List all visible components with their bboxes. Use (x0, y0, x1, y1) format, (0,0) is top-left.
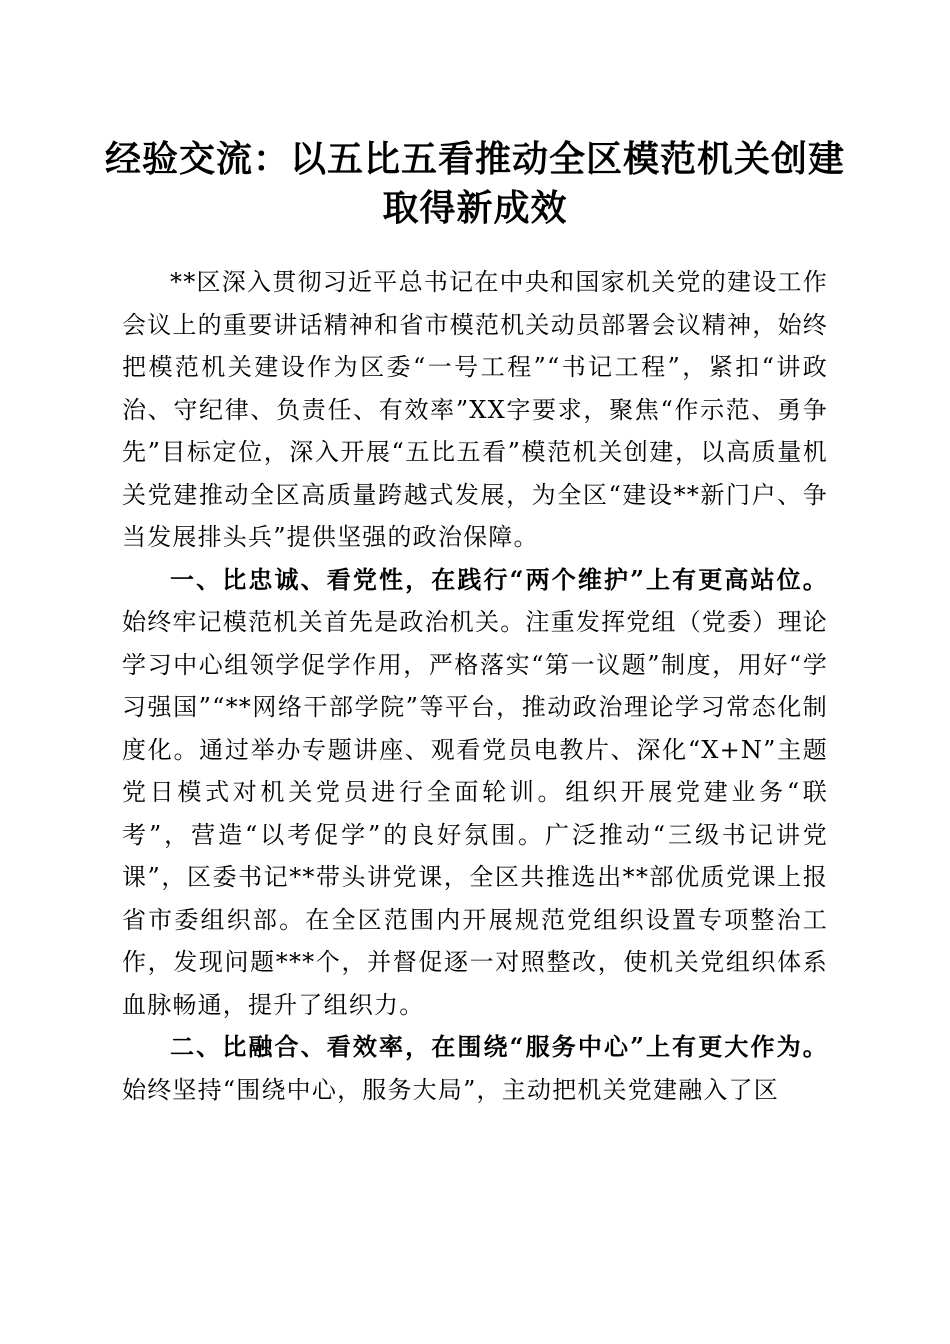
section-2-body: 始终坚持“围绕中心，服务大局”，主动把机关党建融入了区 (122, 1075, 779, 1104)
section-1-heading: 一、比忠诚、看党性，在践行“两个维护”上有更高站位。 (170, 564, 828, 594)
section-2-heading: 二、比融合、看效率，在围绕“服务中心”上有更大作为。 (170, 1032, 828, 1061)
title-line-1: 经验交流：以五比五看推动全区模范机关创建 (104, 138, 845, 180)
intro-paragraph: **区深入贯彻习近平总书记在中央和国家机关党的建设工作会议上的重要讲话精神和省市模范机关动员部署会议精神，始终把模范机关建设作为区委“一号工程”“书记工程”，紧扣“讲政治、守纪律、负责任、有效率”XX字要求，聚焦“作示范、勇争先”目标定位，深入开展“五比五看”模范机关创建，以高质量机关党建推动全区高质量跨越式发展，为全区“建设**新门户、争当发展排头兵”提供坚强的政治保障。 (122, 268, 828, 551)
section-2-paragraph (122, 1026, 828, 1111)
section-1-body: 始终牢记模范机关首先是政治机关。注重发挥党组（党委）理论学习中心组领学促学作用，严格落实“第一议题”制度，用好“学习强国”“**网络干部学院”等平台，推动政治理论学习常态化制度化。通过举办专题讲座、观看党员电教片、深化“X+N”主题党日模式对机关党员进行全面轮训。组织开展党建业务“联考”，营造“以考促学”的良好氛围。广泛推动“三级书记讲党课”，区委书记**带头讲党课，全区共推选出**部优质党课上报省市委组织部。在全区范围内开展规范党组织设置专项整治工作，发现问题***个，并督促逐一对照整改，使机关党组织体系血脉畅通，提升了组织力。 (122, 608, 828, 1019)
document-body (122, 261, 828, 1111)
document-title (100, 135, 850, 233)
title-line-2: 取得新成效 (382, 187, 568, 229)
section-1-paragraph (122, 559, 828, 1027)
